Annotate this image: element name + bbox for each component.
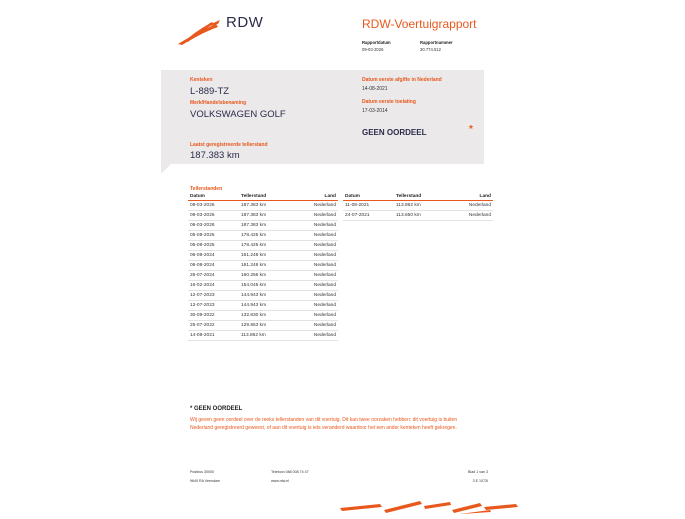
reading-date: 05-08-2025	[188, 240, 239, 250]
readings-table-right	[343, 194, 493, 221]
reading-value: 187.383 km	[239, 220, 291, 230]
table-row	[343, 210, 493, 220]
reading-country: Nederland	[291, 330, 338, 340]
reading-date: 11-08-2021	[343, 201, 394, 211]
footer-phone: Telefoon 088 008 74 47	[271, 470, 309, 474]
table-row	[188, 330, 338, 340]
rdw-logo	[176, 18, 222, 46]
reading-country: Nederland	[291, 290, 338, 300]
table-row	[188, 290, 338, 300]
reading-value: 161.248 km	[239, 250, 291, 260]
reading-country: Nederland	[291, 300, 338, 310]
reading-value: 178.425 km	[239, 230, 291, 240]
first-reg-nl: 14-08-2021	[362, 86, 388, 92]
reading-date: 05-08-2025	[188, 230, 239, 240]
reading-country: Nederland	[446, 210, 493, 220]
logo-text: RDW	[226, 14, 264, 31]
footer-address-2: 9640 RA Veendam	[190, 479, 220, 483]
reading-country: Nederland	[291, 210, 338, 220]
rdw-logo-icon	[176, 18, 222, 46]
footnote-title: * GEEN OORDEEL	[190, 406, 243, 412]
first-admission: 17-03-2014	[362, 108, 388, 114]
table-row	[188, 310, 338, 320]
footer-page: Blad 1 van 3	[468, 470, 488, 474]
reading-value: 144.943 km	[239, 290, 291, 300]
reading-date: 26-07-2024	[188, 270, 239, 280]
table-row	[188, 270, 338, 280]
reading-date: 06-03-2026	[188, 220, 239, 230]
odometer-label: Laatst geregistreerde tellerstand	[190, 142, 268, 148]
table-row	[188, 201, 338, 211]
reading-value: 144.943 km	[239, 300, 291, 310]
readings-table-left	[188, 194, 338, 341]
table-row	[188, 280, 338, 290]
make: VOLKSWAGEN GOLF	[190, 109, 286, 120]
reading-date: 30-09-2022	[188, 310, 239, 320]
reading-value: 129.853 km	[239, 320, 291, 330]
report-date-label: Rapportdatum	[362, 40, 391, 45]
reading-value: 187.383 km	[239, 210, 291, 220]
reading-country: Nederland	[291, 240, 338, 250]
col-reading: Tellerstand	[394, 194, 446, 201]
footer-stripes-graphic	[340, 498, 530, 514]
col-country: Land	[291, 194, 338, 201]
verdict: GEEN OORDEEL	[362, 128, 427, 137]
reading-country: Nederland	[291, 320, 338, 330]
table-row	[188, 220, 338, 230]
table-row	[188, 210, 338, 220]
reading-date: 14-08-2021	[188, 330, 239, 340]
table-row	[188, 320, 338, 330]
reading-value: 187.383 km	[239, 201, 291, 211]
footer-address-1: Postbus 30000	[190, 470, 214, 474]
reading-country: Nederland	[291, 310, 338, 320]
footnote-text: Wij geven geen oordeel over de reeks tellerstanden van dit voertuig. Dit kan twee oorzaken hebben: dit voertuig is buiten Nederland geregistreerd geweest, of aan dit voertuig is iets veranderd waardoor het een ander kenteken heeft gekregen.	[190, 417, 458, 431]
make-label: Merk/Handelsbenaming	[190, 100, 247, 106]
table-row	[188, 240, 338, 250]
table-row	[188, 250, 338, 260]
reading-country: Nederland	[291, 260, 338, 270]
col-date: Datum	[343, 194, 394, 201]
report-number-label: Rapportnummer	[420, 40, 453, 45]
table-row	[188, 260, 338, 270]
first-reg-nl-label: Datum eerste afgifte in Nederland	[362, 77, 442, 83]
reading-date: 06-08-2024	[188, 260, 239, 270]
verdict-star: *	[469, 124, 473, 135]
report-number: 30.774.512	[420, 47, 441, 52]
col-date: Datum	[188, 194, 239, 201]
reading-date: 09-03-2026	[188, 210, 239, 220]
report-title: RDW-Voertuigrapport	[362, 17, 477, 31]
reading-date: 12-07-2023	[188, 300, 239, 310]
reading-date: 12-07-2023	[188, 290, 239, 300]
table-row	[188, 230, 338, 240]
reading-country: Nederland	[291, 201, 338, 211]
reading-country: Nederland	[446, 201, 493, 211]
first-admission-label: Datum eerste toelating	[362, 99, 416, 105]
col-reading: Tellerstand	[239, 194, 291, 201]
reading-date: 06-08-2024	[188, 250, 239, 260]
reading-value: 113.862 km	[239, 330, 291, 340]
reading-country: Nederland	[291, 220, 338, 230]
col-country: Land	[446, 194, 493, 201]
table-row	[343, 201, 493, 211]
reading-value: 132.830 km	[239, 310, 291, 320]
reading-country: Nederland	[291, 230, 338, 240]
table-row	[188, 300, 338, 310]
reading-value: 113.650 km	[394, 210, 446, 220]
reading-country: Nederland	[291, 270, 338, 280]
reading-date: 16-02-2024	[188, 280, 239, 290]
reading-date: 24-07-2021	[343, 210, 394, 220]
footer-stripes	[340, 498, 530, 514]
footer-web: www.rdw.nl	[271, 479, 289, 483]
reading-value: 161.248 km	[239, 260, 291, 270]
reading-country: Nederland	[291, 280, 338, 290]
readings-title: Tellerstanden	[190, 186, 223, 192]
report-date: 09-03-2026	[362, 47, 384, 52]
reading-value: 154.045 km	[239, 280, 291, 290]
odometer: 187.383 km	[190, 150, 240, 161]
plate-label: Kenteken	[190, 77, 213, 83]
reading-value: 113.862 km	[394, 201, 446, 211]
reading-date: 25-07-2022	[188, 320, 239, 330]
plate: L-889-TZ	[190, 86, 230, 97]
reading-country: Nederland	[291, 250, 338, 260]
reading-value: 178.425 km	[239, 240, 291, 250]
reading-date: 09-03-2026	[188, 201, 239, 211]
reading-value: 160.256 km	[239, 270, 291, 280]
footer-code: 3 E 1073I	[472, 479, 488, 483]
